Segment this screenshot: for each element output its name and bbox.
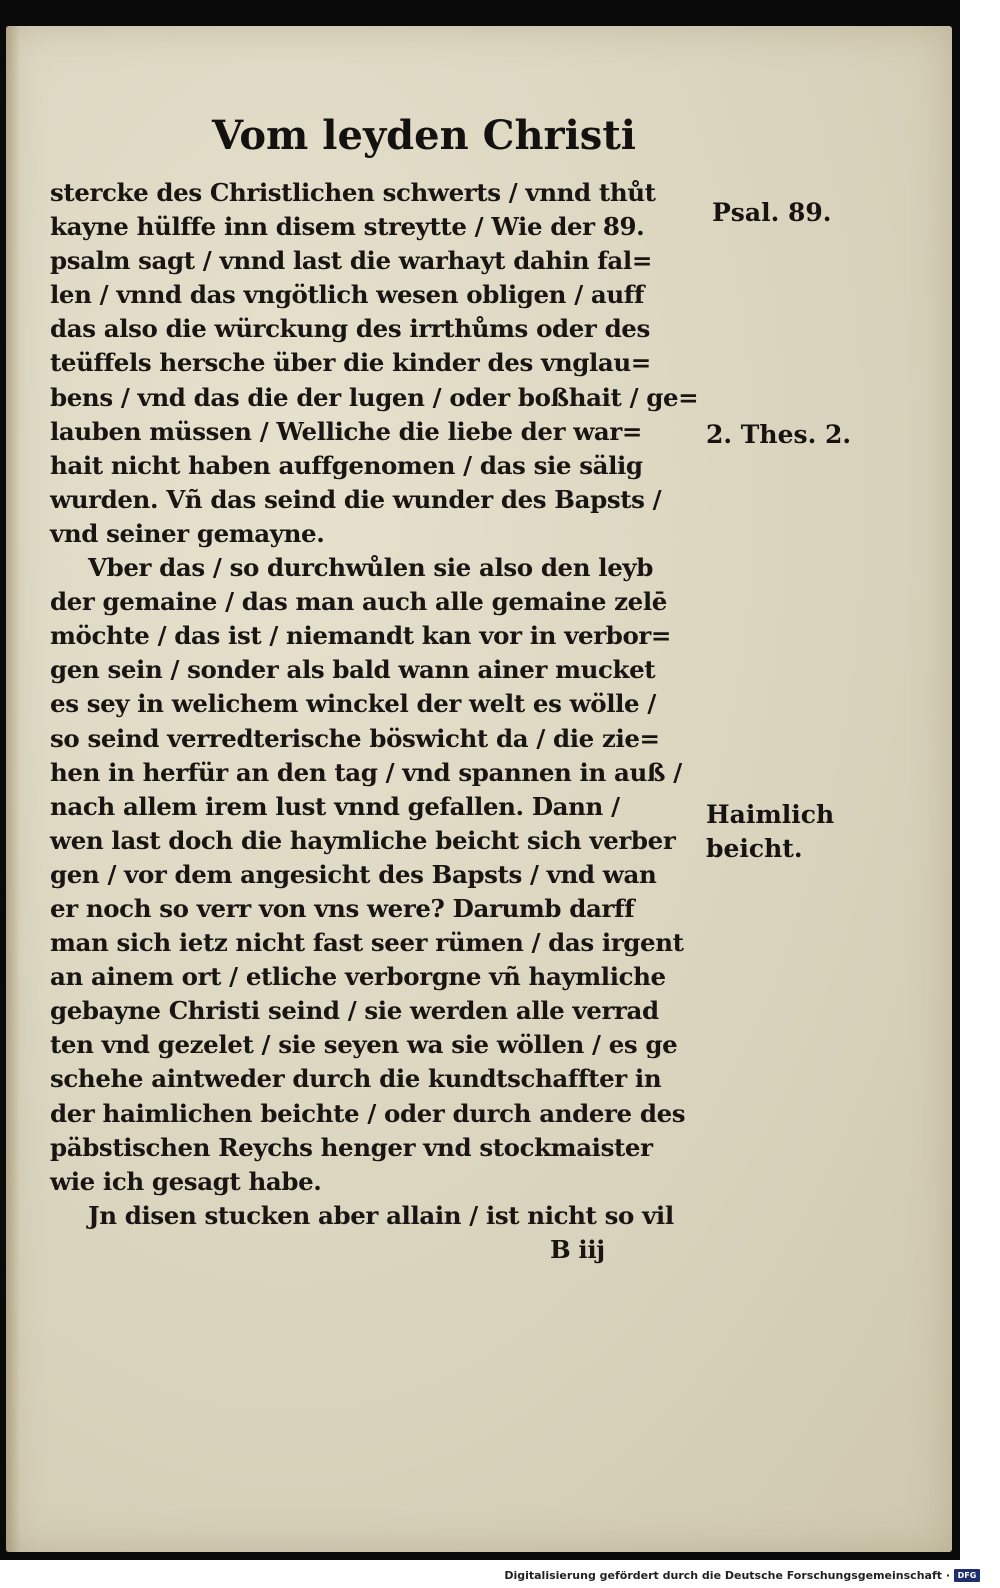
page-edge-shadow <box>6 26 20 1552</box>
footer-bar <box>0 1562 1000 1588</box>
text-line: bens / vnd das die der lugen / oder boßhait / ge= <box>50 382 699 412</box>
text-line: psalm sagt / vnnd last die warhayt dahin fal= <box>50 246 652 276</box>
text-line: lauben müssen / Welliche die liebe der war= <box>50 416 643 446</box>
funding-credit: Digitalisierung gefördert durch die Deutsche Forschungsgemeinschaft · <box>504 1569 950 1582</box>
signature-mark: B iij <box>550 1234 605 1264</box>
text-line: wurden. Vñ das seind die wunder des Bapsts / <box>50 484 662 514</box>
text-line: teüffels hersche über die kinder des vnglau= <box>50 348 651 378</box>
text-line: schehe aintweder durch die kundtschaffter in <box>50 1064 662 1094</box>
text-line: an ainem ort / etliche verborgne vñ haymliche <box>50 962 666 992</box>
text-line: hait nicht haben auffgenomen / das sie sälig <box>50 450 643 480</box>
body-text <box>50 176 710 1267</box>
margin-note-psalm: Psal. 89. <box>712 198 832 227</box>
text-line-indented: Jn disen stucken aber allain / ist nicht so vil <box>88 1200 674 1230</box>
text-line: nach allem irem lust vnnd gefallen. Dann / <box>50 791 620 821</box>
text-line-indented: Vber das / so durchwůlen sie also den leyb <box>88 553 653 583</box>
text-line: kayne hülffe inn disem streytte / Wie der 89. <box>50 212 645 242</box>
text-line: der haimlichen beichte / oder durch andere des <box>50 1098 686 1128</box>
text-line: päbstischen Reychs henger vnd stockmaister <box>50 1132 653 1162</box>
text-line: möchte / das ist / niemandt kan vor in verbor= <box>50 621 672 651</box>
text-line: so seind verredterische böswicht da / die zie= <box>50 723 660 753</box>
text-line: der gemaine / das man auch alle gemaine zelē <box>50 587 667 617</box>
text-line: stercke des Christlichen schwerts / vnnd thůt <box>50 178 656 207</box>
text-line: hen in herfür an den tag / vnd spannen in auß / <box>50 757 682 787</box>
text-line: len / vnnd das vngötlich wesen obligen / auff <box>50 280 645 310</box>
margin-note-thessalonians: 2. Thes. 2. <box>706 420 852 449</box>
text-line: ten vnd gezelet / sie seyen wa sie wöllen / es ge <box>50 1030 678 1060</box>
text-line: man sich ietz nicht fast seer rümen / das irgent <box>50 928 684 958</box>
text-line: gen / vor dem angesicht des Bapsts / vnd wan <box>50 859 657 889</box>
text-line: vnd seiner gemayne. <box>50 518 325 548</box>
text-line: es sey in welichem winckel der welt es wölle / <box>50 689 656 719</box>
text-line: wie ich gesagt habe. <box>50 1166 322 1196</box>
text-line: das also die würckung des irrthůms oder des <box>50 314 650 344</box>
text-line: gebayne Christi seind / sie werden alle verrad <box>50 996 659 1026</box>
margin-note-haimlich: Haimlich <box>706 800 835 829</box>
dfg-logo: DFG <box>954 1569 980 1582</box>
running-header: Vom leyden Christi <box>212 112 636 159</box>
margin-note-beicht: beicht. <box>706 834 803 863</box>
text-line: gen sein / sonder als bald wann ainer mucket <box>50 655 656 685</box>
text-line: er noch so verr von vns were? Darumb darff <box>50 893 635 923</box>
text-line: wen last doch die haymliche beicht sich verber <box>50 825 676 855</box>
